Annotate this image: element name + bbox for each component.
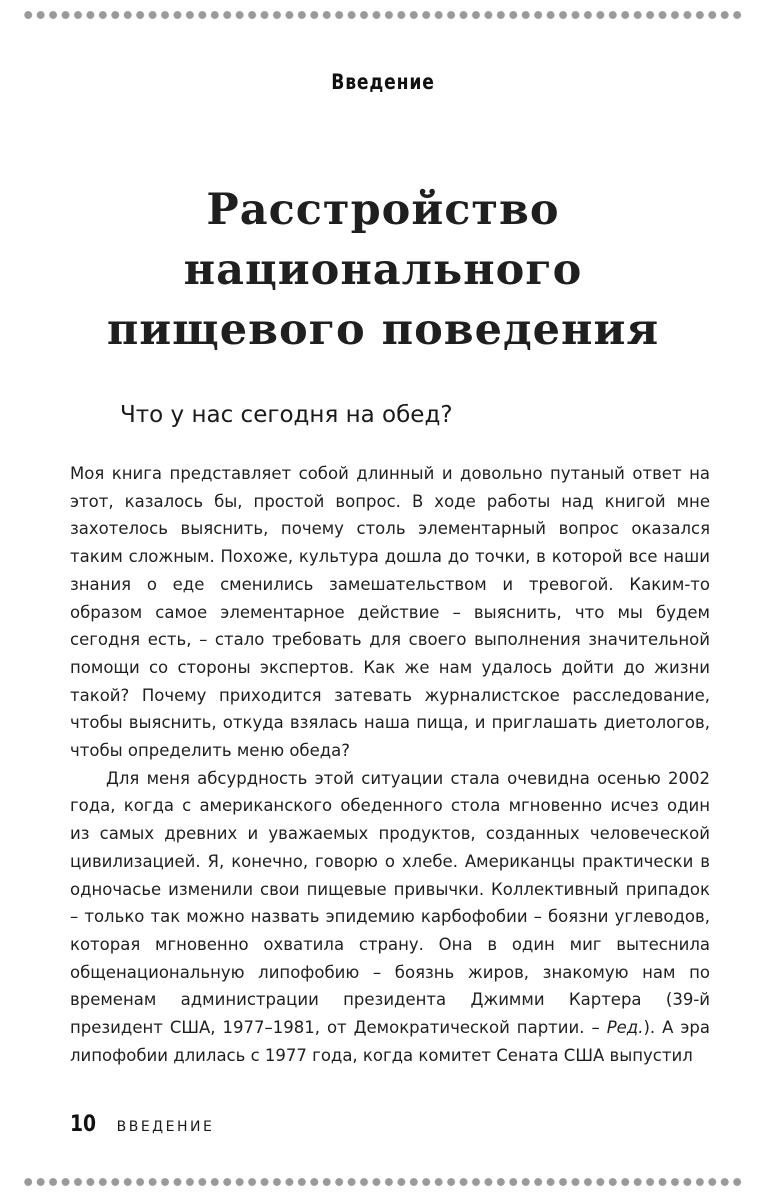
body-text bbox=[70, 460, 710, 1069]
paragraph-2-end: ). А эра липофобии длилась с 1977 года, когда комитет Сената США выпустил bbox=[70, 1018, 710, 1065]
page-footer bbox=[70, 1112, 214, 1142]
editor-note: Ред. bbox=[606, 1018, 644, 1038]
bottom-dotted-border bbox=[22, 1176, 744, 1188]
chapter-title-line-3: пищевого поведения bbox=[106, 305, 660, 355]
chapter-title-line-1: Расстройство bbox=[206, 185, 560, 235]
paragraph-2-start: Для меня абсурдность этой ситуации стала очевидна осенью 2002 года, когда с американского обеденного стола мгновенно исчез один из самых древних и уважаемых продуктов, созданных человеческой цивилизацией. Я, конечно, говорю о хлебе. Американцы практически в одночасье изменили свои пищевые привычки. Коллективный припадок – только так можно назвать эпидемию карбофобии – боязни углеводов, которая мгновенно охватила страну. Она в один миг вытеснила общенациональную липофобию – боязнь жиров, знакомую нам по временам администрации президента Джимми Картера (39-й президент США, 1977–1981, от Демократической партии. – bbox=[70, 768, 710, 1038]
top-dotted-border bbox=[22, 9, 744, 21]
chapter-title-line-2: национального bbox=[183, 245, 583, 295]
chapter-title bbox=[0, 180, 766, 360]
running-head: ВВЕДЕНИЕ bbox=[116, 1119, 215, 1135]
section-label: Введение bbox=[331, 70, 435, 94]
page-number: 10 bbox=[70, 1112, 97, 1137]
paragraph-2 bbox=[70, 765, 710, 1070]
subheading: Что у нас сегодня на обед? bbox=[120, 402, 453, 428]
paragraph-1: Моя книга представляет собой длинный и довольно путаный ответ на этот, казалось бы, простой вопрос. В ходе работы над книгой мне захотелось выяснить, почему столь элементарный вопрос оказался таким сложным. Похоже, культура дошла до точки, в которой все наши знания о еде сменились замешательством и тревогой. Каким-то образом самое элементарное действие – выяснить, что мы будем сегодня есть, – стало требовать для своего выполнения значительной помощи со стороны экспертов. Как же нам удалось дойти до жизни такой? Почему приходится затевать журналистское расследование, чтобы выяснить, откуда взялась наша пища, и приглашать диетологов, чтобы определить меню обеда? bbox=[70, 464, 710, 761]
